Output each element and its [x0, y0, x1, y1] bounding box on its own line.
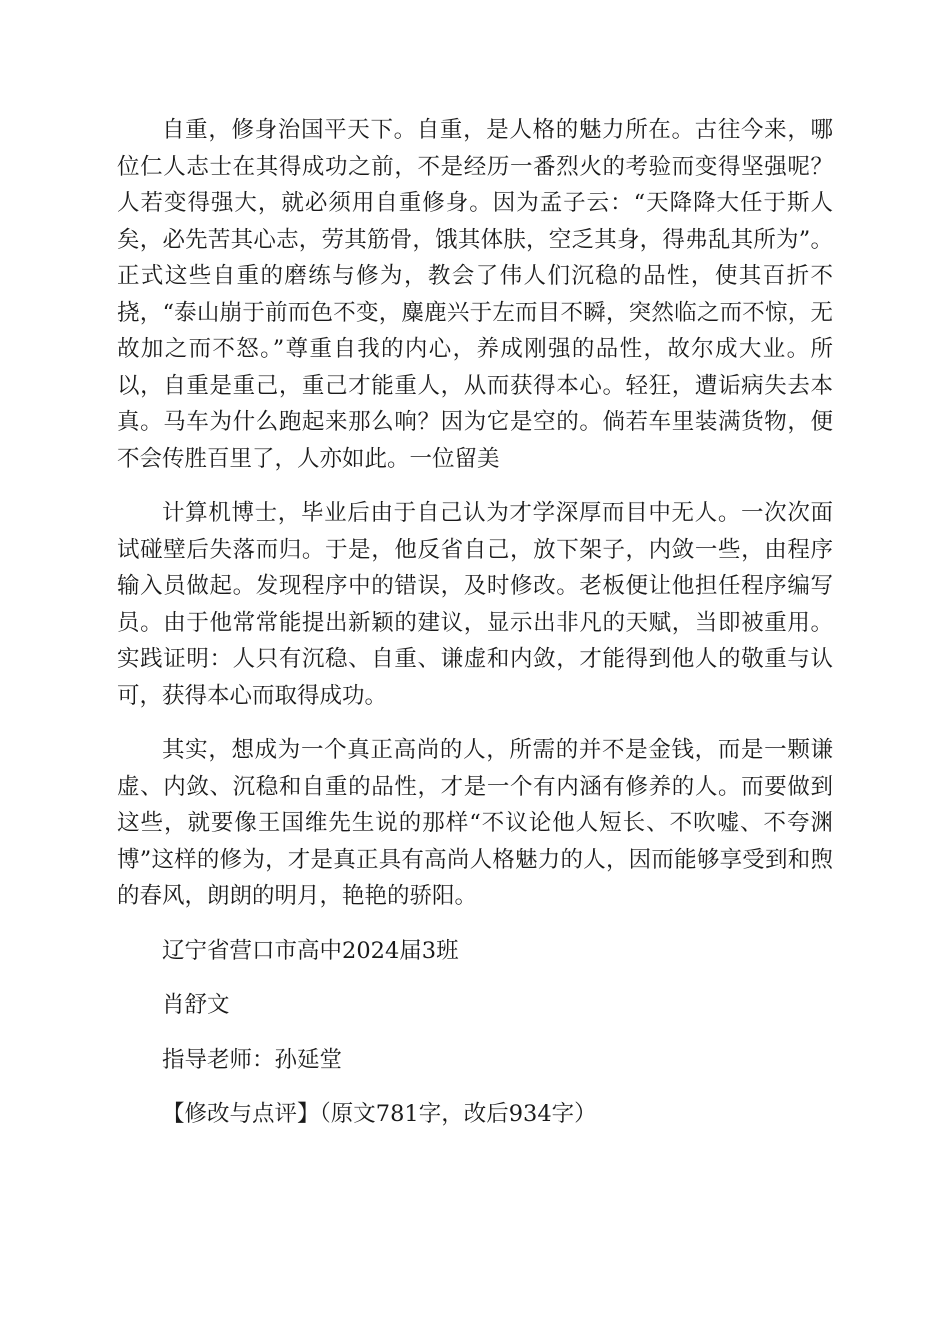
author-name: 肖舒文	[162, 992, 230, 1018]
school-line: 辽宁省营口市高中2024届3班	[162, 937, 459, 964]
essay-page	[117, 112, 833, 1151]
paragraph-conclusion: 其实，想成为一个真正高尚的人，所需的并不是金钱，而是一颗谦虚、内敛、沉稳和自重的品性，才是一个有内涵有修养的人。而要做到这些，就要像王国维先生说的那样“不议论他人短长、不吹嘘、不夸渊博”这样的修为，才是真正具有高尚人格魅力的人，因而能够享受到和煦的春风，朗朗的明月，艳艳的骄阳。	[117, 737, 833, 909]
comment-heading: 【修改与点评】（原文781字，改后934字）	[162, 1101, 597, 1127]
teacher-line: 指导老师：孙延堂	[162, 1046, 343, 1073]
paragraph-computer-doctor: 计算机博士，毕业后由于自己认为才学深厚而目中无人。一次次面试碰壁后失落而归。于是，他反省自己，放下架子，内敛一些，由程序输入员做起。发现程序中的错误，及时修改。老板便让他担任程序编写员。由于他常常能提出新颖的建议，显示出非凡的天赋，当即被重用。实践证明：人只有沉稳、自重、谦虚和内敛，才能得到他人的敬重与认可，获得本心而取得成功。	[117, 500, 833, 709]
paragraph-self-respect: 自重，修身治国平天下。自重，是人格的魅力所在。古往今来，哪位仁人志士在其得成功之前，不是经历一番烈火的考验而变得坚强呢？人若变得强大，就必须用自重修身。因为孟子云：“天降降大任于斯人矣，必先苦其心志，劳其筋骨，饿其体肤，空乏其身，得弗乱其所为”。正式这些自重的磨练与修为，教会了伟人们沉稳的品性，使其百折不挠，“泰山崩于前而色不变，麋鹿兴于左而目不瞬，突然临之而不惊，无故加之而不怒。”尊重自我的内心，养成刚强的品性，故尔成大业。所以，自重是重己，重己才能重人，从而获得本心。轻狂，遭诟病失去本真。马车为什么跑起来那么响？因为它是空的。倘若车里装满货物，便不会传胜百里了，人亦如此。一位留美	[117, 117, 833, 472]
